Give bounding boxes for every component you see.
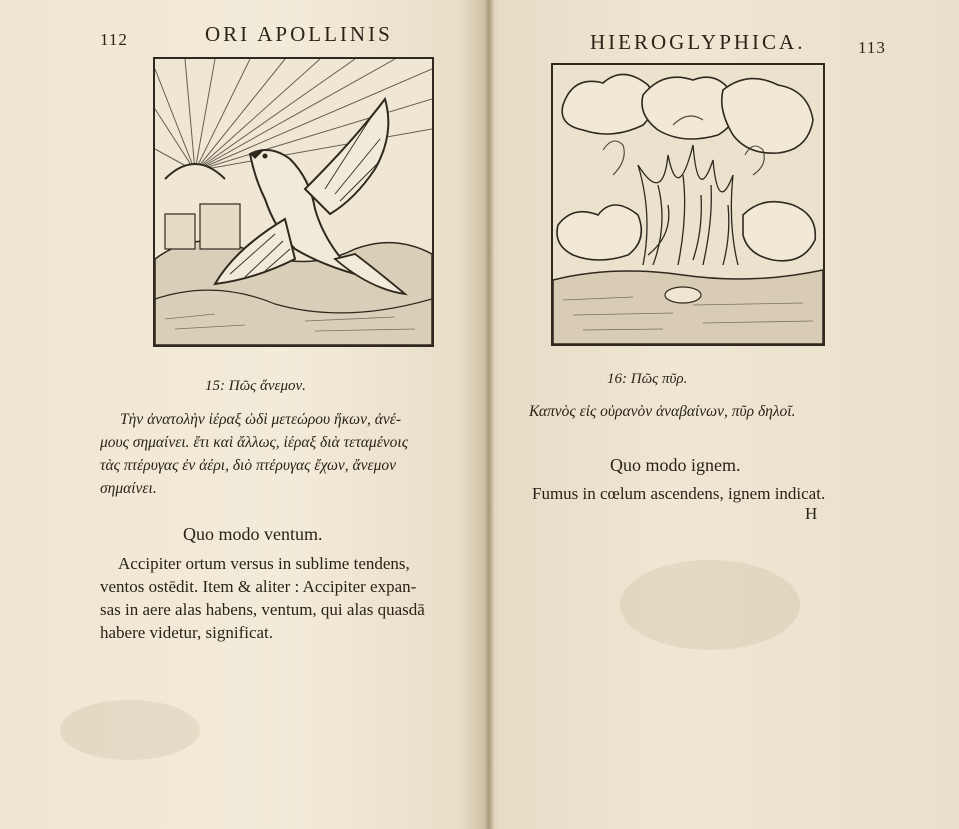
section-heading: Quo modo ignem.: [610, 455, 741, 475]
right-page: [492, 0, 959, 829]
running-head: HIEROGLYPHICA.: [590, 30, 806, 54]
greek-text-line: Τὴν ἀνατολὴν ἱέραξ ὡδὶ μετεώρου ἥκων, ἀνέ-: [120, 411, 402, 428]
latin-text-line: habere videtur, significat.: [100, 623, 274, 642]
latin-text-line: sas in aere alas habens, ventum, qui alas quasdā: [100, 600, 425, 619]
figure-caption: 16: Πῶς πῦρ.: [607, 371, 688, 387]
latin-text-line: ventos ostēdit. Item & aliter : Accipiter expan-: [100, 577, 417, 596]
smoke-fire-woodcut: [551, 63, 825, 346]
accipiter-sun-woodcut: [153, 57, 434, 347]
greek-text-line: Καπνὸς εἰς οὐρανὸν ἀναβαίνων, πῦρ δηλοῖ.: [529, 403, 796, 420]
signature-mark: H: [805, 504, 818, 523]
figure-caption: 15: Πῶς ἄνεμον.: [205, 378, 306, 394]
page-number: 112: [100, 30, 128, 49]
latin-text-line: Accipiter ortum versus in sublime tendens,: [118, 554, 410, 573]
greek-text-line: σημαίνει.: [100, 480, 157, 497]
latin-text-line: Fumus in cœlum ascendens, ignem indicat.: [532, 484, 826, 503]
greek-text-line: τὰς πτέρυγας ἐν ἀέρι, διὸ πτέρυγας ἔχων, ἄνεμον: [100, 457, 397, 474]
greek-text-line: μους σημαίνει. ἔτι καὶ ἄλλως, ἱέραξ διὰ τεταμένοις: [100, 434, 409, 451]
running-head: ORI APOLLINIS: [205, 22, 393, 46]
section-heading: Quo modo ventum.: [183, 524, 323, 544]
page-number: 113: [858, 38, 886, 57]
smoke-fire-illustration: [553, 65, 823, 344]
accipiter-illustration: [155, 59, 432, 345]
